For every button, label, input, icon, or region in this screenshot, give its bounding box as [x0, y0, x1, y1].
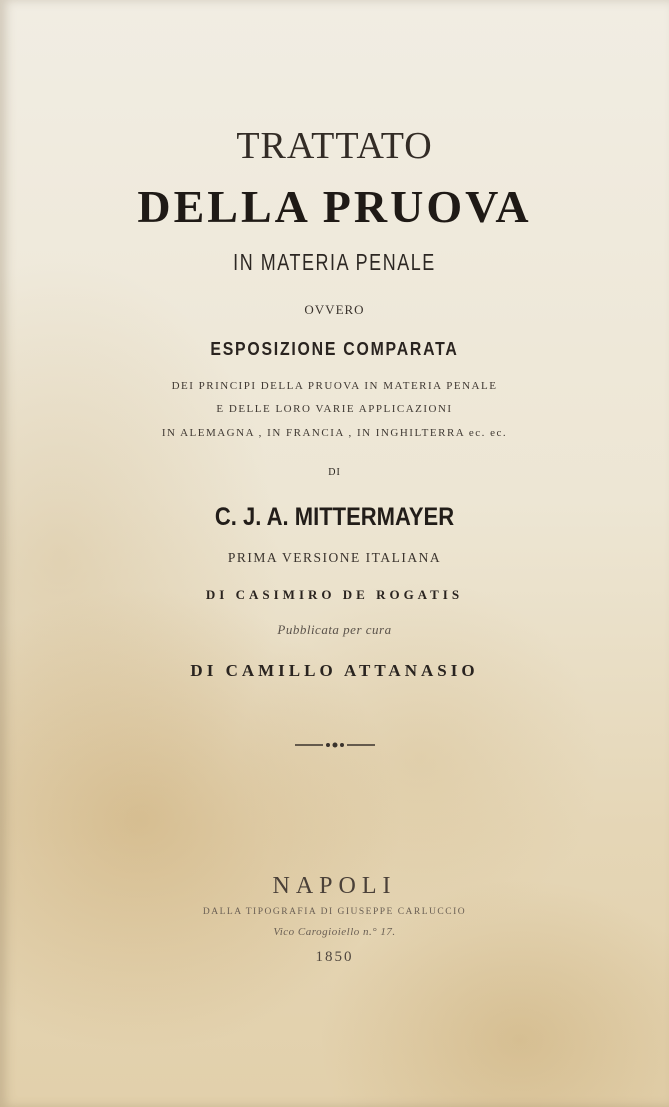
- imprint-year: 1850: [315, 949, 354, 965]
- ornament-icon: [295, 740, 375, 750]
- ovvero-text: OVVERO: [304, 302, 365, 317]
- subtitle-line-1: DEI PRINCIPI DELLA PRUOVA IN MATERIA PENALE: [171, 380, 498, 392]
- title-line-2: DELLA PRUOVA: [137, 181, 532, 232]
- by-text: DI: [328, 467, 341, 478]
- imprint-printer: DALLA TIPOGRAFIA DI GIUSEPPE CARLUCCIO: [202, 907, 467, 917]
- editor-name: DI CAMILLO ATTANASIO: [190, 661, 479, 680]
- subtitle-heading: ESPOSIZIONE COMPARATA: [210, 339, 459, 359]
- author-name: C. J. A. MITTERMAYER: [214, 503, 455, 531]
- imprint-city: NAPOLI: [272, 873, 397, 899]
- translator-name: DI CASIMIRO DE ROGATIS: [205, 587, 464, 602]
- title-line-1: TRATTATO: [236, 125, 433, 167]
- imprint-address: Vico Carogioiello n.° 17.: [273, 926, 396, 938]
- ornament-divider: [0, 737, 669, 755]
- version-text: PRIMA VERSIONE ITALIANA: [227, 550, 442, 565]
- subtitle-line-3: IN ALEMAGNA , IN FRANCIA , IN INGHILTERRA ec. ec.: [161, 427, 508, 439]
- subtitle-line-2: E DELLE LORO VARIE APPLICAZIONI: [216, 403, 453, 415]
- published-by-text: Pubblicata per cura: [277, 622, 392, 637]
- title-line-3: IN MATERIA PENALE: [233, 249, 436, 275]
